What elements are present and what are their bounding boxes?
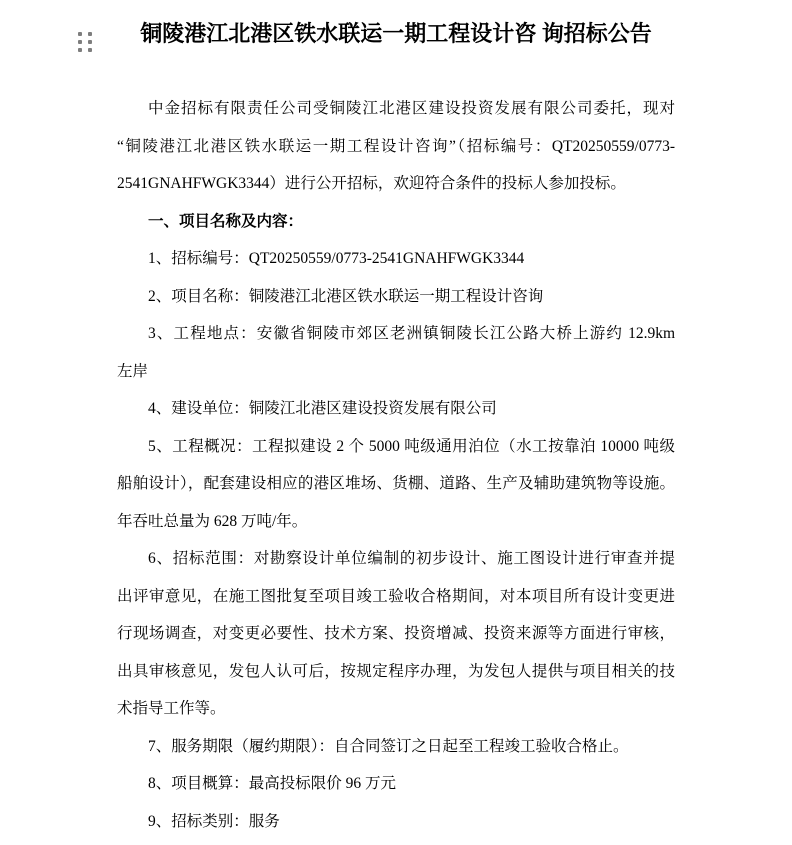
paragraph-item-8 xyxy=(117,728,675,766)
doc-line: 9、招标类别：服务 xyxy=(148,812,280,830)
doc-line: 1、招标编号：QT20250559/0773-2541GNAHFWGK3344 xyxy=(148,250,525,267)
doc-line: 船舶设计），配套建设相应的港区堆场、货棚、道路、生产及辅助建筑物等设施。 xyxy=(117,475,675,492)
doc-line: 出评审意见，在施工图批复至项目竣工验收合格期间，对本项目所有设计变更进 xyxy=(117,587,675,605)
doc-line: 2、项目名称：铜陵港江北港区铁水联运一期工程设计咨询 xyxy=(148,287,544,305)
drag-handle-dot xyxy=(88,48,92,52)
doc-line: 出具审核意见，发包人认可后，按规定程序办理，为发包人提供与项目相关的技 xyxy=(117,662,675,680)
paragraph-intro-0 xyxy=(117,90,675,203)
doc-line: “铜陵港江北港区铁水联运一期工程设计咨询”（招标编号：QT20250559/0773- xyxy=(117,137,675,155)
paragraph-item-5 xyxy=(117,390,675,428)
paragraph-item-4 xyxy=(117,315,675,390)
paragraph-heading-1 xyxy=(117,203,675,241)
paragraph-item-2 xyxy=(117,240,675,278)
paragraph-item-6 xyxy=(117,428,675,541)
doc-line: 术指导工作等。 xyxy=(117,700,226,717)
doc-line: 左岸 xyxy=(117,362,149,380)
doc-line: 3、工程地点：安徽省铜陵市郊区老洲镇铜陵长江公路大桥上游约 12.9km xyxy=(148,325,675,342)
doc-line: 6、招标范围：对勘察设计单位编制的初步设计、施工图设计进行审查并提 xyxy=(148,550,675,567)
doc-line: 7、服务期限（履约期限）：自合同签订之日起至工程竣工验收合格止。 xyxy=(148,737,629,755)
drag-handle-dot xyxy=(78,48,82,52)
doc-line: 8、项目概算：最高投标限价 96 万元 xyxy=(148,775,397,792)
paragraph-item-10 xyxy=(117,803,675,841)
doc-line: 4、建设单位：铜陵江北港区建设投资发展有限公司 xyxy=(148,400,497,417)
paragraph-item-7 xyxy=(117,540,675,728)
document-title: 铜陵港江北港区铁水联运一期工程设计咨 询招标公告 xyxy=(140,21,652,46)
doc-line: 2541GNAHFWGK3344）进行公开招标，欢迎符合条件的投标人参加投标。 xyxy=(117,175,626,192)
doc-line: 行现场调查，对变更必要性、技术方案、投资增减、投资来源等方面进行审核， xyxy=(117,625,675,642)
document-page xyxy=(0,15,792,845)
drag-handle-icon[interactable] xyxy=(78,32,92,52)
doc-line: 5、工程概况：工程拟建设 2 个 5000 吨级通用泊位（水工按靠泊 10000 吨级 xyxy=(148,437,675,455)
doc-line: 中金招标有限责任公司受铜陵江北港区建设投资发展有限公司委托，现对 xyxy=(148,100,675,117)
paragraph-item-9 xyxy=(117,765,675,803)
doc-line: 一、项目名称及内容： xyxy=(148,212,304,230)
drag-handle-dot xyxy=(78,40,82,44)
document-body xyxy=(0,90,792,840)
drag-handle-dot xyxy=(88,40,92,44)
doc-line: 年吞吐总量为 628 万吨/年。 xyxy=(117,512,308,530)
drag-handle-dot xyxy=(88,32,92,36)
paragraph-item-3 xyxy=(117,278,675,316)
drag-handle-dot xyxy=(78,32,82,36)
